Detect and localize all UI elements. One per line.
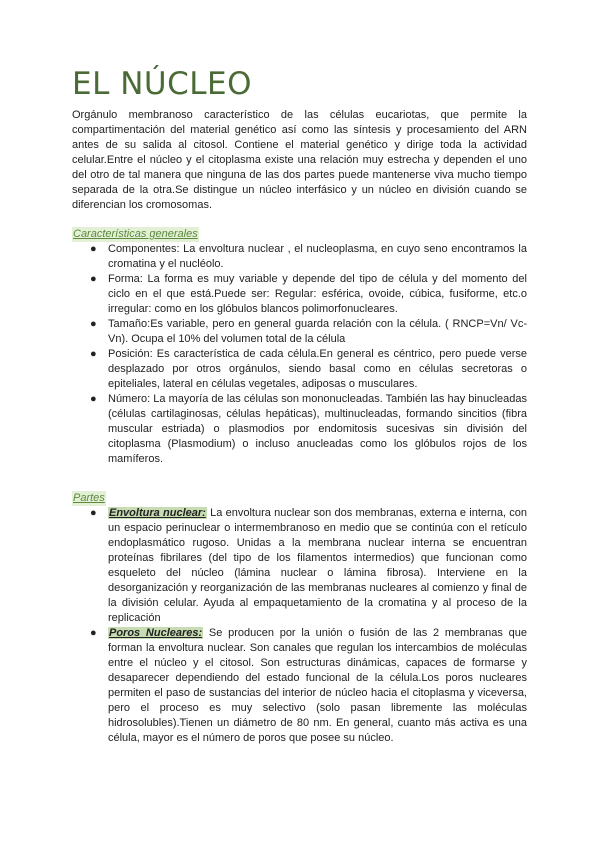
list-item-text: Tamaño:Es variable, pero en general guarda relación con la célula. ( RNCP=Vn/ Vc-Vn). Ocupa el 10% del volumen total de la célula: [108, 318, 527, 345]
partes-section: [72, 488, 527, 746]
bullet-icon: ●: [90, 393, 97, 405]
caracteristicas-heading: Características generales: [73, 228, 198, 240]
intro-paragraph: Orgánulo membranoso característico de las células eucariotas, que permite la compartimentación del material genético así como las síntesis y procesamiento del ARN antes de su salida al citosol. Contiene el material genético y dirige toda la actividad celular.Entre el núcleo y el citoplasma existe una relación muy estrecha y dependen el uno del otro de tal manera que ninguna de las dos partes puede mantenerse viva mucho tiempo separada de la otra.Se distingue un núcleo interfásico y un núcleo en división cuando se diferencian los cromosomas.: [72, 109, 527, 211]
bullet-icon: ●: [90, 627, 97, 639]
list-item-text: Forma: La forma es muy variable y depende del tipo de célula y del momento del ciclo en el que está.Puede ser: Regular: esférica, ovoide, cúbica, fusiforme, etc.o irregular: como en los glóbulos blancos polimorfonucleares.: [108, 273, 527, 315]
list-item-text: Número: La mayoría de las células son mononucleadas. También las hay binucleadas (células cartilaginosas, células hepáticas), multinucleadas, formando sincitios (fibra muscular estriada) o plasmodios por endomitosis sucesivas sin división del citoplasma (Plasmodium) o incluso anucleadas como los glóbulos rojos de los mamíferos.: [108, 393, 527, 465]
caracteristicas-list: [72, 242, 527, 467]
list-item-text: Posición: Es característica de cada célula.En general es céntrico, pero puede verse desplazado por otros orgánulos, siendo basal como en células secretoras o epiteliales, lateral en células vegetales, adiposas o musculares.: [108, 348, 527, 390]
bullet-icon: ●: [90, 318, 97, 330]
list-item-text: Se producen por la unión o fusión de las 2 membranas que forman la envoltura nuclear. Son canales que regulan los intercambios de moléculas entre el núcleo y el citosol. Son estructuras dinámicas, capaces de formarse y desaparecer dependiendo del estado funcional de la célula.Los poros nucleares permiten el paso de sustancias del interior de núcleo hacia el citoplasma y viceversa, pero el proceso es muy selectivo (solo pasan libremente las moléculas hidrosolubles).Tienen un diámetro de 80 nm. En general, cuanto más activa es una célula, mayor es el número de poros que posee su núcleo.: [108, 627, 527, 744]
bullet-icon: ●: [90, 507, 97, 519]
list-item-text: La envoltura nuclear son dos membranas, externa e interna, con un espacio perinuclear o intermembranoso en medio que se continúa con el retículo endoplasmático rugoso. Unidas a la membrana nuclear interna se encuentran proteínas fibrilares (del tipo de los filamentos intermedios) que funcionan como esqueleto del núcleo (lámina nuclear o lámina fibrosa). Interviene en la desorganización y reorganización de las membranas nucleares al comienzo y final de la división celular. Ayuda al empaquetamiento de la cromatina y al proceso de la replicación: [108, 507, 528, 624]
list-item: [72, 272, 527, 317]
list-item: [72, 317, 527, 347]
list-item: [72, 347, 527, 392]
list-item: [72, 506, 527, 626]
partes-list: [72, 506, 527, 746]
list-item: [72, 242, 527, 272]
page-title: EL NÚCLEO: [72, 66, 252, 102]
bullet-icon: ●: [90, 273, 97, 285]
keyword-label: Envoltura nuclear:: [109, 507, 206, 519]
partes-heading: Partes: [73, 492, 105, 504]
list-item-text: Componentes: La envoltura nuclear , el nucleoplasma, en cuyo seno encontramos la cromatina y el nucléolo.: [108, 243, 527, 270]
caracteristicas-section: [72, 224, 527, 467]
bullet-icon: ●: [90, 348, 97, 360]
list-item: [72, 626, 527, 746]
bullet-icon: ●: [90, 243, 97, 255]
list-item: [72, 392, 527, 467]
keyword-label: Poros Nucleares:: [109, 627, 203, 639]
